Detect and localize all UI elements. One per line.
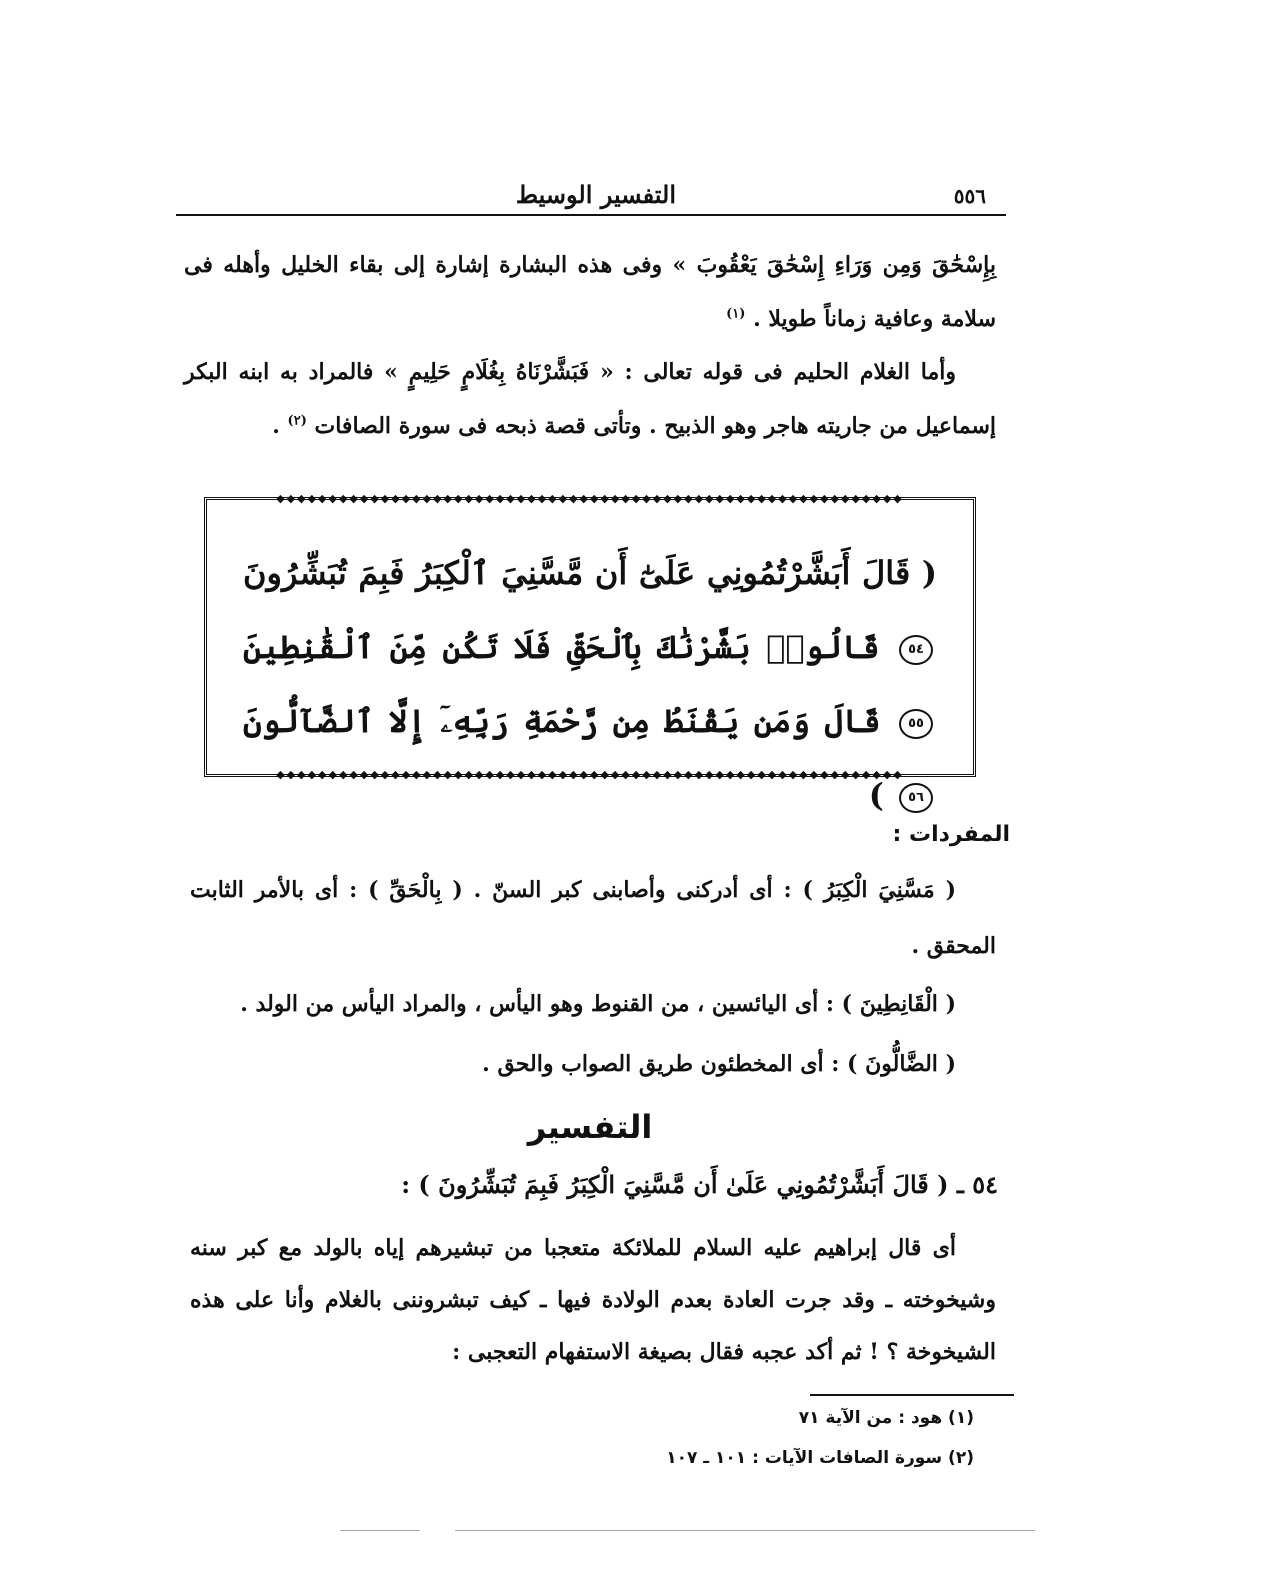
tafsir-heading: التفسير <box>527 1108 653 1146</box>
paragraph-2-end: . <box>272 413 280 439</box>
verse-55-text: قَالُوا۟ بَشَّرْنَٰكَ بِٱلْحَقِّ فَلَا تَكُن مِّنَ ٱلْقَٰنِطِينَ <box>243 628 880 666</box>
quran-verse-frame <box>204 494 976 814</box>
tafsir-paragraph: أى قال إبراهيم عليه السلام للملائكة متعجبا من تبشيرهم إياه بالولد مع كبر سنه وشيخوخته ـ وقد جرت العادة بعدم الولادة فيها ـ كيف تبشروننى بالغلام وأنا على هذه الشيخوخة ؟ ! ثم أكد عجبه فقال بصيغة الاستفهام التعجبى : <box>190 1235 996 1365</box>
frame-border-bottom: ◆◆◆◆◆◆◆◆◆◆◆◆◆◆◆◆◆◆◆◆◆◆◆◆◆◆◆◆◆◆◆◆◆◆◆◆◆◆◆◆◆◆◆◆◆◆◆◆◆◆◆◆◆◆◆◆◆◆◆◆ <box>276 770 904 780</box>
vocabulary-item-1: ( مَسَّنِيَ الْكِبَرُ ) : أى أدركنى وأصابنى كبر السنّ . ( بِالْحَقِّ ) : أى بالأمر الثابت المحقق . <box>190 877 996 959</box>
verse-close-bracket: ) <box>868 776 884 814</box>
paragraph-2-text: وأما الغلام الحليم فى قوله تعالى : « فَبَشَّرْنَاهُ بِغُلَامٍ حَلِيمٍ » فالمراد به ابنه البكر إسماعيل من جاريته هاجر وهو الذبيح . وتأتى قصة ذبحه فى سورة الصافات <box>184 359 996 439</box>
page-header <box>176 176 1006 216</box>
ayah-marker-54: ٥٤ <box>899 635 933 665</box>
verse-54-text: قَالَ أَبَشَّرْتُمُونِي عَلَىٰٓ أَن مَّسَّنِيَ ٱلْكِبَرُ فَبِمَ تُبَشِّرُونَ <box>243 554 911 592</box>
verse-56-text: قَالَ وَمَن يَقْنَطُ مِن رَّحْمَةِ رَبِّهِۦٓ إِلَّا ٱلضَّآلُّونَ <box>243 702 881 740</box>
paragraph-1-text: بِإِسْحَٰقَ وَمِن وَرَاءِ إِسْحَٰقَ يَعْقُوبَ » وفى هذه البشارة إشارة إلى بقاء الخليل وأهله فى سلامة وعافية زماناً طويلا . <box>184 252 996 332</box>
header-rule <box>176 214 1006 216</box>
frame-border-top: ◆◆◆◆◆◆◆◆◆◆◆◆◆◆◆◆◆◆◆◆◆◆◆◆◆◆◆◆◆◆◆◆◆◆◆◆◆◆◆◆◆◆◆◆◆◆◆◆◆◆◆◆◆◆◆◆◆◆◆◆ <box>276 494 904 504</box>
footnote-rule <box>810 1394 1014 1396</box>
footnote-1: (١) هود : من الآية ٧١ <box>798 1408 974 1428</box>
quran-verses <box>243 536 937 832</box>
ayah-marker-56: ٥٦ <box>899 783 933 813</box>
scan-artifact <box>455 1530 1035 1531</box>
scan-artifact <box>340 1530 420 1531</box>
running-title: التفسير الوسيط <box>515 180 676 209</box>
ayah-marker-55: ٥٥ <box>899 709 933 739</box>
footnote-2: (٢) سورة الصافات الآيات : ١٠١ ـ ١٠٧ <box>666 1448 974 1468</box>
verse-54-heading: ٥٤ ـ ( قَالَ أَبَشَّرْتُمُونِي عَلَىٰ أَن مَّسَّنِيَ الْكِبَرُ فَبِمَ تُبَشِّرُونَ ) : <box>401 1170 998 1199</box>
paragraph-1 <box>184 238 996 346</box>
vocabulary-item-2: ( الْقَانِطِينَ ) : أى اليائسين ، من القنوط وهو اليأس ، والمراد اليأس من الولد . <box>240 991 956 1017</box>
page-number: ٥٥٦ <box>953 184 986 208</box>
paragraph-2 <box>184 345 996 453</box>
vocabulary-item-3: ( الضَّالُّونَ ) : أى المخطئون طريق الصواب والحق . <box>482 1051 956 1077</box>
vocabulary-label: المفردات : <box>892 822 1010 847</box>
verse-open-bracket: ( <box>921 554 938 592</box>
footnote-ref-2: (٢) <box>287 413 307 429</box>
footnote-ref-1: (١) <box>726 306 746 322</box>
